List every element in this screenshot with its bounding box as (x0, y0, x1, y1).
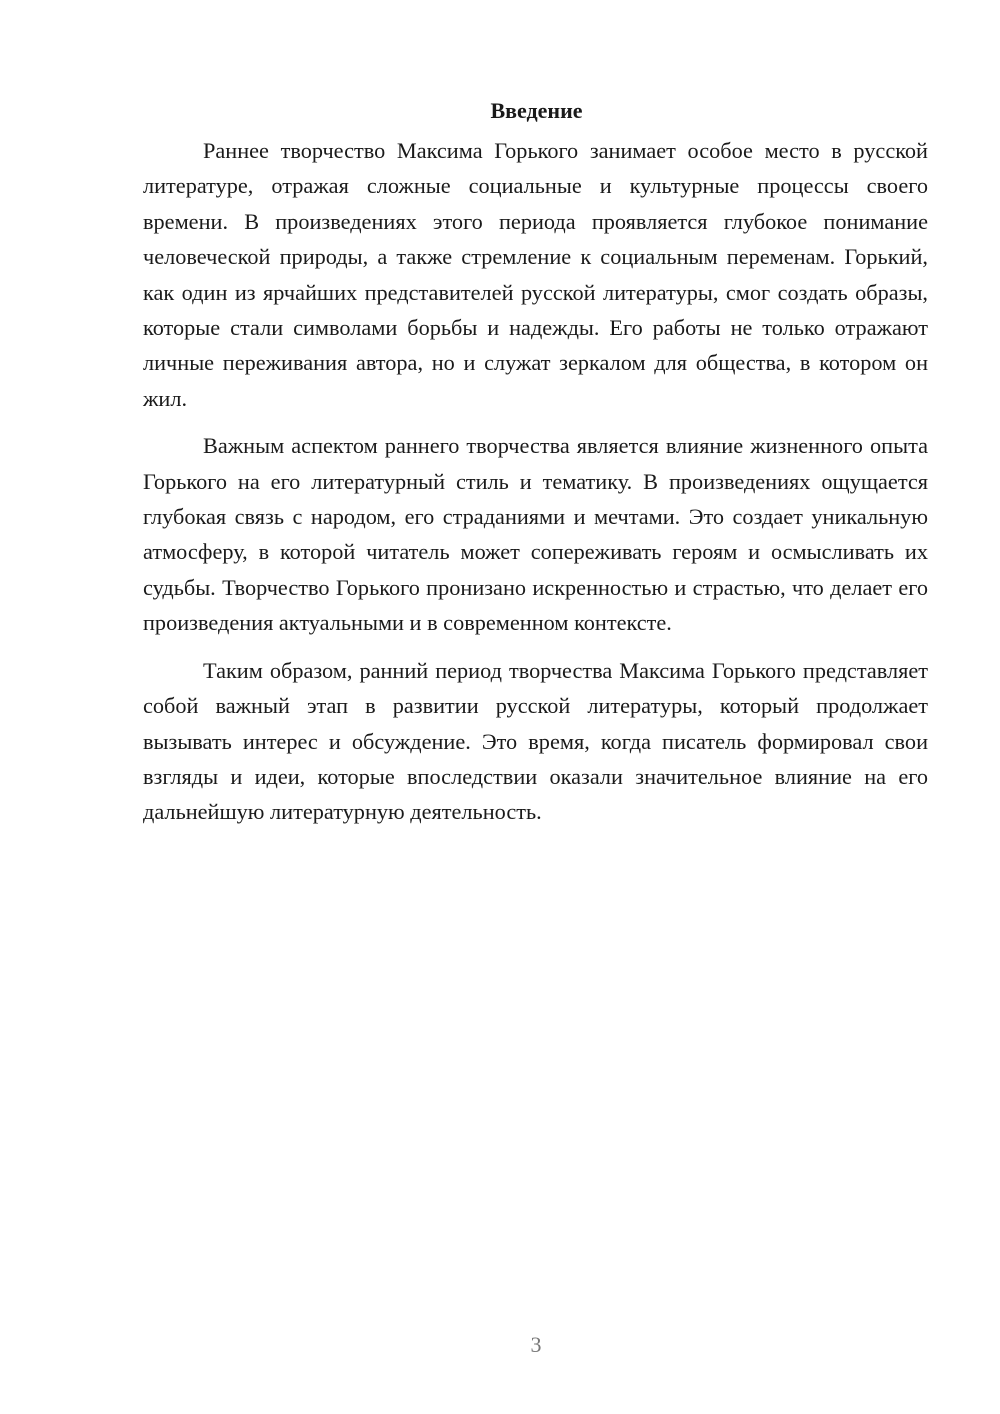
paragraph-3: Таким образом, ранний период творчества Максима Горького представляет собой важный этап в развитии русской литературы, который продолжает вызывать интерес и обсуждение. Это время, когда писатель формировал свои взгляды и идеи, которые впоследствии оказали значительное влияние на его дальнейшую литературную деятельность. (143, 657, 928, 825)
page-content (143, 93, 928, 842)
paragraph-1: Раннее творчество Максима Горького занимает особое место в русской литературе, отражая сложные социальные и культурные процессы своего времени. В произведениях этого периода проявляется глубокое понимание человеческой природы, а также стремление к социальным переменам. Горький, как один из ярчайших представителей русской литературы, смог создать образы, которые стали символами борьбы и надежды. Его работы не только отражают личные переживания автора, но и служат зеркалом для общества, в котором он жил. (143, 138, 928, 411)
section-title: Введение (490, 98, 583, 123)
paragraph-2: Важным аспектом раннего творчества является влияние жизненного опыта Горького на его литературный стиль и тематику. В произведениях ощущается глубокая связь с народом, его страданиями и мечтами. Это создает уникальную атмосферу, в которой читатель может сопереживать героям и осмысливать их судьбы. Творчество Горького пронизано искренностью и страстью, что делает его произведения актуальными и в современном контексте. (143, 433, 928, 636)
page-number: 3 (530, 1332, 542, 1357)
